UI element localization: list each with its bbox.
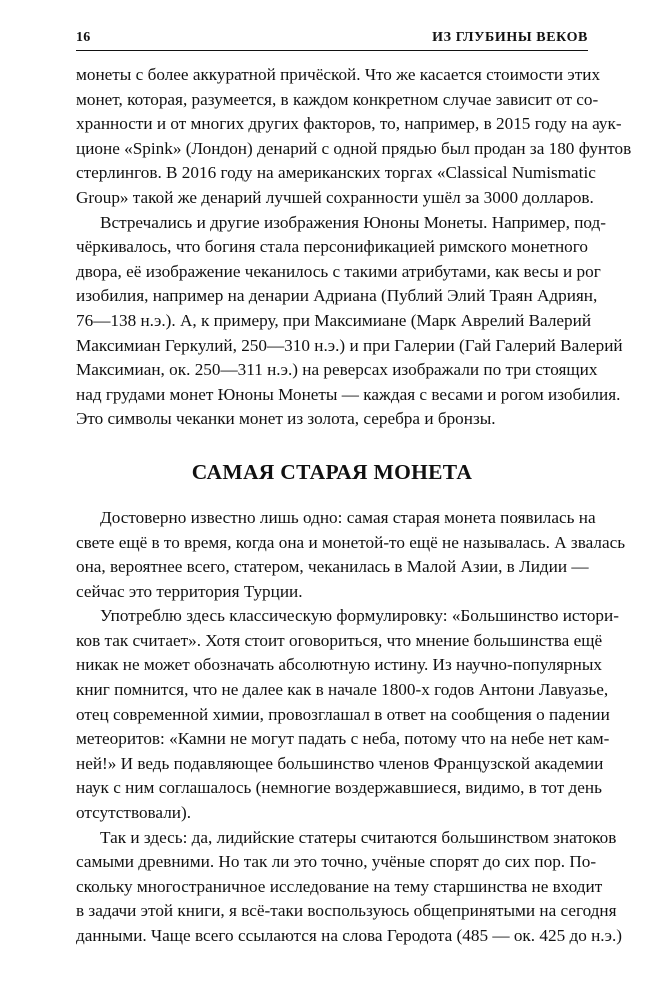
text-line: никак не может обозначать абсолютную истину. Из научно-популярных bbox=[76, 655, 602, 675]
text-line: свете ещё в то время, когда она и монетой-то ещё не называлась. А звалась bbox=[76, 532, 626, 552]
text-line: Максимиан Геркулий, 250—310 н.э.) и при Галерии (Гай Галерий Валерий bbox=[76, 335, 623, 355]
text-line: Group» такой же денарий лучшей сохранности ушёл за 3000 долларов. bbox=[76, 187, 594, 207]
text-line: Так и здесь: да, лидийские статеры считаются большинством знатоков bbox=[100, 827, 617, 847]
text-line: наук с ним соглашалось (немногие воздержавшиеся, видимо, в тот день bbox=[76, 778, 602, 798]
text-line: сейчас это территория Турции. bbox=[76, 581, 303, 601]
section-heading: САМАЯ СТАРАЯ МОНЕТА bbox=[191, 459, 473, 484]
header-rule bbox=[76, 50, 588, 51]
text-line: двора, её изображение чеканилось с такими атрибутами, как весы и рог bbox=[76, 261, 601, 281]
paragraph bbox=[76, 211, 623, 432]
text-line: скольку многостраничное исследование на тему старшинства не входит bbox=[76, 876, 603, 896]
text-line: данными. Чаще всего ссылаются на слова Геродота (485 — ок. 425 до н.э.) bbox=[76, 926, 622, 945]
text-line: чёркивалось, что богиня стала персонификацией римского монетного bbox=[76, 237, 588, 257]
text-line: в задачи этой книги, я всё-таки воспользуюсь общепринятыми на сегодня bbox=[76, 901, 617, 921]
text-line: над грудами монет Юноны Монеты — каждая с весами и рогом изобилия. bbox=[76, 384, 621, 404]
paragraphs-before-heading bbox=[76, 63, 632, 432]
paragraph bbox=[76, 826, 622, 949]
running-head bbox=[76, 30, 588, 50]
running-title: ИЗ ГЛУБИНЫ ВЕКОВ bbox=[432, 30, 588, 45]
text-line: отец современной химии, провозглашал в ответ на сообщения о падении bbox=[76, 704, 610, 724]
text-line: Употреблю здесь классическую формулировку: «Большинство истори- bbox=[100, 606, 619, 626]
paragraph bbox=[76, 506, 626, 604]
text-line: монеты с более аккуратной причёской. Что же касается стоимости этих bbox=[76, 65, 601, 84]
text-line: Достоверно известно лишь одно: самая старая монета появилась на bbox=[100, 507, 596, 527]
text-line: Это символы чеканки монет из золота, серебра и бронзы. bbox=[76, 409, 496, 429]
text-line: ней!» И ведь подавляющее большинство членов Французской академии bbox=[76, 753, 604, 773]
text-line: монет, которая, разумеется, в каждом конкретном случае зависит от со- bbox=[76, 89, 599, 109]
text-line: 76—138 н.э.). А, к примеру, при Максимиане (Марк Аврелий Валерий bbox=[76, 310, 592, 330]
paragraph bbox=[76, 604, 619, 825]
text-line: Максимиан, ок. 250—311 н.э.) на реверсах изображали по три стоящих bbox=[76, 360, 598, 380]
paragraphs-after-heading bbox=[76, 506, 626, 949]
text-line: отсутствовали). bbox=[76, 803, 191, 823]
body-text bbox=[76, 63, 632, 949]
paragraph bbox=[76, 63, 632, 211]
text-line: ционе «Spink» (Лондон) денарий с одной прядью был продан за 180 фунтов bbox=[76, 138, 632, 158]
text-line: самыми древними. Но так ли это точно, учёные спорят до сих пор. По- bbox=[76, 852, 597, 872]
text-line: ков так считает». Хотя стоит оговориться, что мнение большинства ещё bbox=[76, 630, 603, 650]
text-line: хранности и от многих других факторов, то, например, в 2015 году на аук- bbox=[76, 114, 622, 134]
text-line: стерлингов. В 2016 году на американских торгах «Classical Numismatic bbox=[76, 163, 596, 183]
text-line: изобилия, например на денарии Адриана (Публий Элий Траян Адриян, bbox=[76, 286, 598, 306]
page-number: 16 bbox=[76, 30, 91, 45]
text-line: она, вероятнее всего, статером, чеканилась в Малой Азии, в Лидии — bbox=[76, 557, 589, 577]
text-line: метеоритов: «Камни не могут падать с неба, потому что на небе нет кам- bbox=[76, 729, 610, 749]
text-line: книг помнится, что не далее как в начале 1800-х годов Антони Лавуазье, bbox=[76, 680, 609, 700]
text-line: Встречались и другие изображения Юноны Монеты. Например, под- bbox=[100, 212, 606, 232]
